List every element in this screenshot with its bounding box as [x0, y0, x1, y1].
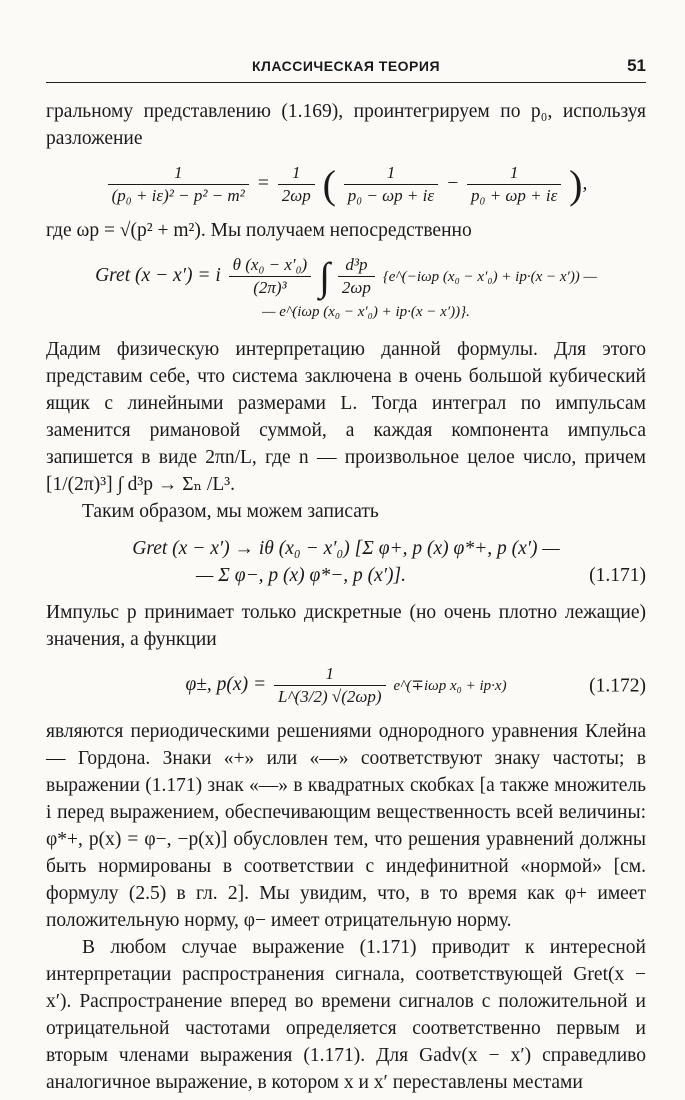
paragraph-3: Дадим физическую интерпретацию данной формулы. Для этого представим себе, что система заключена в очень большой кубический ящик с линейными размерами L. Тогда интеграл по импульсам заменится римановой суммой, а каждая компонента импульса запишется в виде 2πn/L, где n — произвольное целое число, причем [1/(2π)³] ∫ d³p → Σₙ /L³.: [46, 339, 646, 495]
paragraph-5: Импульс p принимает только дискретные (но очень плотно лежащие) значения, а функции: [46, 602, 646, 650]
eq3-line1: Gret (x − x′) → iθ (x₀ − x′₀) [Σ φ+, p (x) φ*+, p (x′) —: [132, 538, 560, 559]
right-paren: ): [569, 162, 583, 207]
paragraph-4: Таким образом, мы можем записать: [82, 501, 379, 522]
eq1-coef-den: 2ωp: [281, 186, 311, 205]
eq2-measure-fraction: [338, 254, 375, 299]
paragraph-7: В любом случае выражение (1.171) приводит к интересной интерпретации распространения сигнала, соответствующей Gret(x − x′). Распространение вперед во времени сигналов с положительной и отрицательной частотами определяется соответственно первым и вторым членами выражения (1.171). Для Gadv(x − x′) справедливо аналогичное выражение, в котором x и x′ переставлены местами: [46, 937, 646, 1093]
integral-sign: ∫: [319, 254, 331, 299]
eq1-term2: [467, 162, 561, 207]
eq4-fraction: [274, 663, 386, 708]
eq4-lhs: φ±, p(x) =: [185, 673, 267, 695]
eq1-term2-num: 1: [467, 162, 561, 185]
eq1-coef-fraction: [278, 162, 315, 207]
equation-1-171: [46, 535, 646, 589]
eq4-den: L^(3/2) √(2ωp): [277, 687, 382, 706]
eq2-theta-den: (2π)³: [253, 278, 287, 297]
eq1-equals: =: [256, 172, 270, 194]
eq4-number: (1.172): [589, 675, 646, 696]
equation-expansion: [46, 162, 646, 207]
eq1-lhs-fraction: [108, 162, 249, 207]
eq1-term1: [344, 162, 438, 207]
left-paren: (: [322, 162, 336, 207]
eq2-line1-tail: {e^(−iωp (x₀ − x′₀) + ip·(x − x′)) —: [382, 268, 597, 285]
minus-sign: −: [445, 172, 460, 194]
eq3-number: (1.171): [589, 565, 646, 586]
paragraph-1: гральному представлению (1.169), проинтегрируем по p₀, используя разложение: [46, 101, 646, 149]
eq3-line2: — Σ φ−, p (x) φ*−, p (x′)].: [196, 565, 406, 586]
eq2-theta-num: θ (x₀ − x′₀): [229, 254, 312, 277]
equation-1-172: [46, 663, 646, 708]
eq2-line2: — e^(iωp (x₀ − x′₀) + ip·(x − x′))}.: [262, 304, 470, 320]
eq2-theta-fraction: [229, 254, 312, 299]
page-number: 51: [627, 56, 646, 75]
eq1-term1-num: 1: [344, 162, 438, 185]
equation-green-function: [46, 254, 646, 326]
paragraph-2: где ωp = √(p² + m²). Мы получаем непосредственно: [46, 220, 472, 241]
eq1-term2-den: p₀ + ωp + iε: [471, 186, 558, 205]
running-header: [46, 56, 646, 83]
comma: ,: [582, 172, 588, 194]
eq2-measure-num: d³p: [338, 254, 375, 277]
eq4-num: 1: [274, 663, 386, 686]
eq1-lhs-den: (p₀ + iε)² − p² − m²: [111, 186, 245, 205]
chapter-title: КЛАССИЧЕСКАЯ ТЕОРИЯ: [251, 58, 441, 74]
eq4-exponential: e^(∓iωp x₀ + ip·x): [393, 677, 507, 694]
eq1-coef-num: 1: [278, 162, 315, 185]
eq1-lhs-num: 1: [108, 162, 249, 185]
eq1-term1-den: p₀ − ωp + iε: [347, 186, 435, 205]
eq2-measure-den: 2ωp: [341, 278, 371, 297]
eq2-lhs: Gret (x − x′) = i: [95, 264, 221, 286]
page-body: [46, 98, 646, 1096]
paragraph-6: являются периодическими решениями однородного уравнения Клейна — Гордона. Знаки «+» или «—» соответствуют знаку частоты; в выражении (1.171) знак «—» в квадратных скобках [а также множитель i перед выражением, обеспечивающим вещественность всей величины: φ*+, p(x) = φ−, −p(x)] обусловлен тем, что решения уравнений должны быть нормированы в соответствии с индефинитной «нормой» [см. формулу (2.5) в гл. 2]. Мы увидим, что, в то время как φ+ имеет положительную норму, φ− имеет отрицательную норму.: [46, 721, 646, 931]
